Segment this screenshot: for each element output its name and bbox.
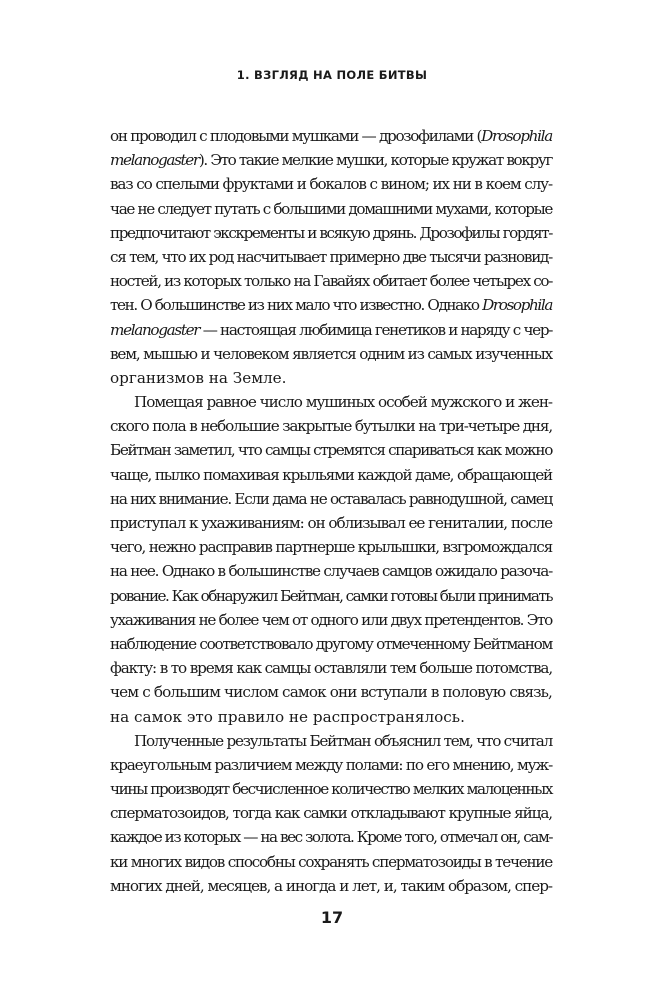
- text-line: [110, 366, 552, 390]
- text-line: [110, 777, 552, 801]
- text-run: краеугольным различием между полами: по его мнению, муж-: [110, 755, 552, 774]
- text-line: [110, 172, 552, 196]
- text-run: — настоящая любимица генетиков и наряду с чер-: [199, 320, 553, 339]
- text-run: сперматозоидов, тогда как самки откладывают крупные яйца,: [110, 804, 553, 823]
- text-line: [110, 825, 552, 849]
- text-line: [110, 535, 552, 559]
- text-line: [110, 438, 552, 462]
- text-run: чины производят бесчисленное количество мелких малоценных: [110, 780, 553, 799]
- text-line: [110, 559, 552, 583]
- body-text: [110, 124, 552, 898]
- text-line: [110, 124, 552, 148]
- text-line: [110, 318, 552, 342]
- text-line: [110, 705, 552, 729]
- text-run: приступал к ухаживаниям: он облизывал ее гениталии, после: [110, 514, 553, 532]
- text-line: [110, 874, 552, 898]
- text-run: чае не следует путать с большими домашними мухами, которые: [110, 199, 553, 218]
- text-line: [110, 148, 552, 172]
- text-run: чаще, пылко помахивая крыльями каждой даме, обращающей: [110, 465, 552, 484]
- text-line: [110, 753, 552, 777]
- text-line: [110, 680, 552, 704]
- text-line: [110, 342, 552, 366]
- text-line: [110, 729, 552, 753]
- text-run: каждое из которых — на вес золота. Кроме того, отмечал он, сам-: [110, 828, 552, 847]
- text-run: ки многих видов способны сохранять сперматозоиды в течение: [110, 852, 553, 871]
- text-run: ). Это такие мелкие мушки, которые кружат вокруг: [198, 151, 552, 170]
- text-line: [110, 801, 552, 825]
- text-line: [110, 245, 552, 269]
- text-run: чем с большим числом самок они вступали в половую связь,: [110, 683, 553, 702]
- text-line: [110, 656, 552, 680]
- text-run: Бейтман заметил, что самцы стремятся спариваться как можно: [110, 441, 553, 460]
- text-line: [110, 850, 552, 874]
- text-run: на самок это правило не распространялось.: [110, 707, 465, 726]
- text-run: чего, нежно расправив партнерше крылышки, взгромождался: [110, 538, 553, 557]
- italic-run: melanogaster: [110, 320, 200, 339]
- text-line: [110, 511, 552, 535]
- text-run: Полученные результаты Бейтман объяснил тем, что считал: [134, 731, 552, 750]
- text-line: [110, 293, 552, 317]
- text-line: [110, 269, 552, 293]
- text-line: [110, 487, 552, 511]
- text-line: [110, 197, 552, 221]
- text-run: ностей, из которых только на Гавайях обитает более четырех со-: [110, 272, 553, 291]
- text-line: [110, 414, 552, 438]
- italic-run: melanogaster: [110, 151, 199, 170]
- text-line: [110, 584, 552, 608]
- text-run: многих дней, месяцев, а иногда и лет, и, таким образом, спер-: [110, 876, 553, 895]
- text-line: [110, 463, 552, 487]
- text-run: ся тем, что их род насчитывает примерно две тысячи разновид-: [110, 247, 552, 266]
- text-run: организмов на Земле.: [110, 368, 287, 387]
- italic-run: Drosophila: [481, 127, 552, 145]
- text-run: вем, мышью и человеком является одним из самых изученных: [110, 344, 552, 363]
- text-run: рование. Как обнаружил Бейтман, самки готовы были принимать: [110, 586, 552, 605]
- text-run: на них внимание. Если дама не оставалась равнодушной, самец: [110, 489, 552, 508]
- text-run: факту: в то время как самцы оставляли тем больше потомства,: [110, 659, 552, 678]
- text-line: [110, 221, 552, 245]
- text-line: [110, 632, 552, 656]
- text-run: тен. О большинстве из них мало что известно. Однако: [110, 296, 483, 315]
- text-run: он проводил с плодовыми мушками — дрозофилами (: [110, 127, 482, 145]
- text-run: Помещая равное число мушиных особей мужского и жен-: [134, 393, 553, 412]
- text-run: наблюдение соответствовало другому отмеченному Бейтманом: [110, 634, 553, 653]
- text-line: [110, 390, 552, 414]
- page-number: 17: [320, 908, 344, 927]
- text-run: ского пола в небольшие закрытые бутылки на три-четыре дня,: [110, 417, 553, 436]
- running-head: 1. ВЗГЛЯД НА ПОЛЕ БИТВЫ: [236, 68, 428, 82]
- text-run: ваз со спелыми фруктами и бокалов с вином; их ни в коем слу-: [110, 175, 552, 194]
- text-run: предпочитают экскременты и всякую дрянь. Дрозофилы гордят-: [110, 223, 553, 242]
- text-line: [110, 608, 552, 632]
- text-run: на нее. Однако в большинстве случаев самцов ожидало разоча-: [110, 562, 552, 581]
- italic-run: Drosophila: [482, 296, 553, 315]
- text-run: ухаживания не более чем от одного или двух претендентов. Это: [110, 610, 552, 629]
